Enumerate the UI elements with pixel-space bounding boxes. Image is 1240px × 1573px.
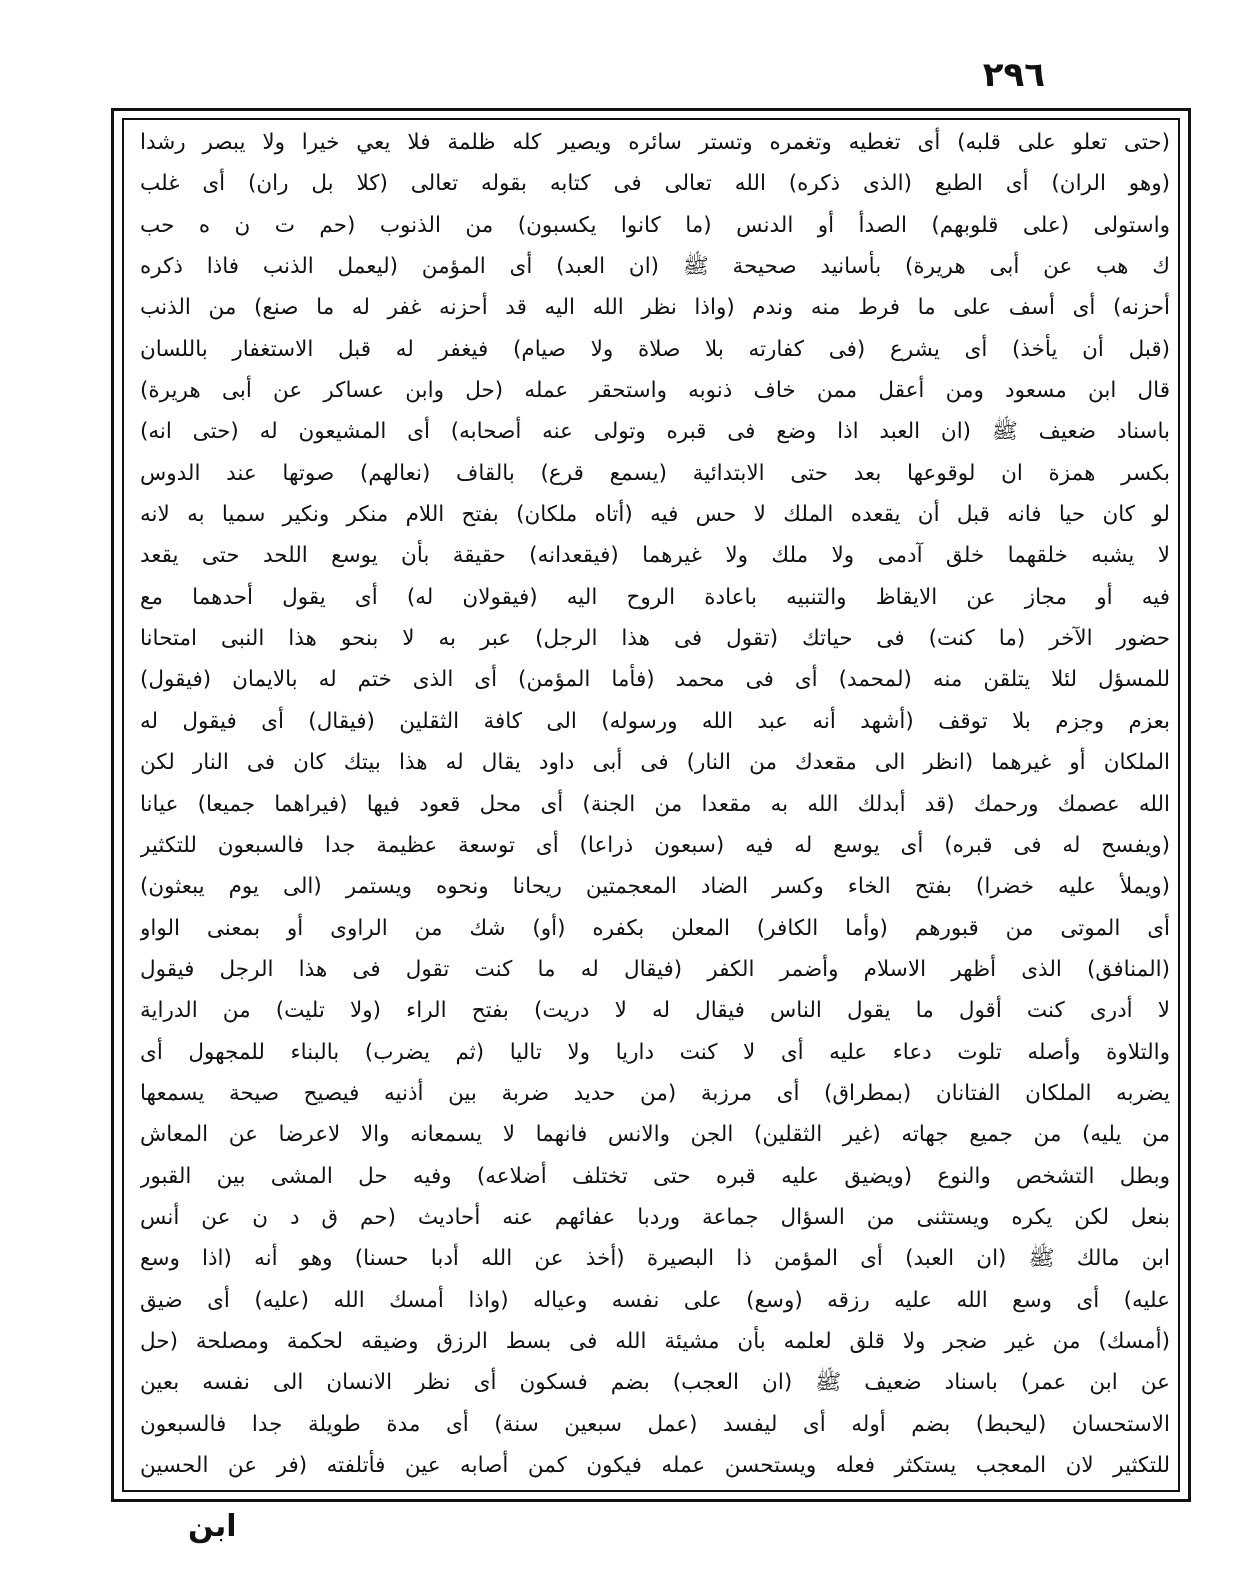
text-line: قال ابن مسعود ومن أعقل ممن خاف ذنوبه واستحقر عمله (حل وابن عساكر عن أبى هريرة) — [140, 378, 1170, 404]
page-number: ٢٩٦ — [982, 55, 1045, 95]
text-line: من يليه) من جميع جهاته (غير الثقلين) الجن والانس فانهما لا يسمعانه والا لاعرضا عن المعاش — [140, 1122, 1170, 1148]
text-line: عن ابن عمر) باسناد ضعيف ﷺ (ان العجب) بضم فسكون أى نظر الانسان الى نفسه بعين — [140, 1370, 1170, 1396]
text-line: فيه أو مجاز عن الايقاظ والتنبيه باعادة الروح اليه (فيقولان له) أى يقول أحدهما مع — [140, 584, 1170, 610]
text-body — [140, 122, 1170, 1487]
text-line: (ويفسح له فى قبره) أى يوسع له فيه (سبعون ذراعا) أى توسعة عظيمة جدا فالسبعون للتكثير — [140, 832, 1170, 858]
text-line: عليه) أى وسع الله عليه رزقه (وسع) على نفسه وعياله (واذا أمسك الله (عليه) أى ضيق — [140, 1287, 1170, 1313]
text-line: لا أدرى كنت أقول ما يقول الناس فيقال له لا دريت) بفتح الراء (ولا تليت) من الدراية — [140, 998, 1170, 1024]
text-line: والتلاوة وأصله تلوت دعاء عليه أى لا كنت داريا ولا تاليا (ثم يضرب) بالبناء للمجهول أى — [140, 1039, 1170, 1065]
text-line: يضربه الملكان الفتانان (بمطراق) أى مرزبة (من حديد ضربة بين أذنيه فيصيح صيحة يسمعها — [140, 1080, 1170, 1106]
text-line: أحزنه) أى أسف على ما فرط منه وندم (واذا نظر الله اليه قد أحزنه غفر له ما صنع) من الذنب — [140, 295, 1170, 321]
text-line: الملكان أو غيرهما (انظر الى مقعدك من النار) فى أبى داود يقال له هذا بيتك كان فى النار لكن — [140, 750, 1170, 776]
text-line: لو كان حيا فانه قبل أن يقعده الملك لا حس فيه (أتاه ملكان) بفتح اللام منكر ونكير سميا به لانه — [140, 502, 1170, 528]
text-line: ابن مالك ﷺ (ان العبد) أى المؤمن ذا البصيرة (أخذ عن الله أدبا حسنا) وهو أنه (اذا وسع — [140, 1246, 1170, 1272]
text-line: بنعل لكن يكره ويستثنى من السؤال جماعة وردبا عفائهم عنه أحاديث (حم ق د ن عن أنس — [140, 1204, 1170, 1230]
text-line: باسناد ضعيف ﷺ (ان العبد اذا وضع فى قبره وتولى عنه أصحابه) أى المشيعون له (حتى انه) — [140, 419, 1170, 445]
text-line: (أمسك) من غير ضجر ولا قلق لعلمه بأن مشيئة الله فى بسط الرزق وضيقه لحكمة ومصلحة (حل — [140, 1328, 1170, 1354]
text-line: بكسر همزة ان لوقوعها بعد حتى الابتدائية (يسمع قرع) بالقاف (نعالهم) صوتها عند الدوس — [140, 460, 1170, 486]
text-line: للمسؤل لئلا يتلقن منه (لمحمد) أى فى محمد (فأما المؤمن) أى الذى ختم له بالايمان (فيقول) — [140, 667, 1170, 693]
text-line: (قبل أن يأخذ) أى يشرع (فى كفارته بلا صلاة ولا صيام) فيغفر له قبل الاستغفار باللسان — [140, 336, 1170, 362]
text-line: (حتى تعلو على قلبه) أى تغطيه وتغمره وتستر سائره ويصير كله ظلمة فلا يعي خيرا ولا يبصر رشدا — [140, 130, 1170, 155]
text-line: لا يشبه خلقهما خلق آدمى ولا ملك ولا غيرهما (فيقعدانه) حقيقة بأن يوسع اللحد حتى يقعد — [140, 543, 1170, 569]
catchword: ابن — [188, 1509, 237, 1544]
text-line: حضور الآخر (ما كنت) فى حياتك (تقول فى هذا الرجل) عبر به لا بنحو هذا النبى امتحانا — [140, 626, 1170, 652]
text-line: وبطل التشخص والنوع (ويضيق عليه قبره حتى تختلف أضلاعه) وفيه حل المشى بين القبور — [140, 1163, 1170, 1189]
text-line: (المنافق) الذى أظهر الاسلام وأضمر الكفر (فيقال له ما كنت تقول فى هذا الرجل فيقول — [140, 956, 1170, 982]
text-line: (وهو الران) أى الطبع (الذى ذكره) الله تعالى فى كتابه بقوله تعالى (كلا بل ران) أى غلب — [140, 171, 1170, 197]
text-line: أى الموتى من قبورهم (وأما الكافر) المعلن بكفره (أو) شك من الراوى أو بمعنى الواو — [140, 915, 1170, 941]
text-line: بعزم وجزم بلا توقف (أشهد أنه عبد الله ورسوله) الى كافة الثقلين (فيقال) أى فيقول له — [140, 708, 1170, 734]
text-line: واستولى (على قلوبهم) الصدأ أو الدنس (ما كانوا يكسبون) من الذنوب (حم ت ن ه حب — [140, 212, 1170, 238]
text-line: ك هب عن أبى هريرة) بأسانيد صحيحة ﷺ (ان العبد) أى المؤمن (ليعمل الذنب فاذا ذكره — [140, 254, 1170, 280]
text-line: الله عصمك ورحمك (قد أبدلك الله به مقعدا من الجنة) أى محل قعود فيها (فيراهما جميعا) عيانا — [140, 791, 1170, 817]
text-line: الاستحسان (ليحبط) بضم أوله أى ليفسد (عمل سبعين سنة) أى مدة طويلة جدا فالسبعون — [140, 1411, 1170, 1437]
text-line: للتكثير لان المعجب يستكثر فعله ويستحسن عمله فيكون كمن أصابه عين فأتلفته (فر عن الحسين — [140, 1453, 1170, 1478]
text-line: (ويملأ عليه خضرا) بفتح الخاء وكسر الضاد المعجمتين ريحانا ونحوه ويستمر (الى يوم يبعثون) — [140, 874, 1170, 900]
